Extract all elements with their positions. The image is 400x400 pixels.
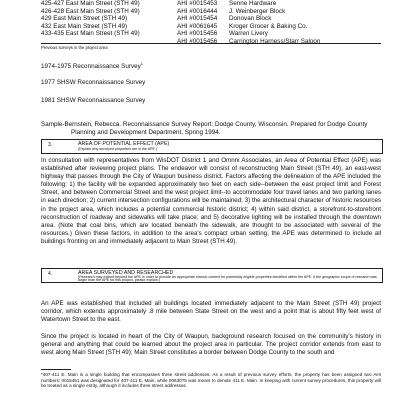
- survey-text: 1974-1975 Reconnaissance Survey: [41, 63, 141, 71]
- survey-item: [41, 79, 145, 86]
- historic-name-cell: Donovan Block: [229, 15, 272, 23]
- table-row: [41, 8, 381, 16]
- historic-name-cell: J. Weinberger Block: [229, 7, 286, 15]
- ahi-number-cell: AHI #0015453: [177, 0, 218, 7]
- table-row: [41, 0, 381, 8]
- survey-text: 1981 SHSW Reconnaissance Survey: [41, 97, 146, 104]
- survey-text: 1977 SHSW Reconnaissance Survey: [41, 79, 146, 86]
- survey-area-paragraph: An APE was established that included all buildings located immediately adjacent to the Main Street (STH 49) project corridor, which extends approximately .8 mile between State Street on the west and a point that is about fifty feet west of Watertown Street to the east.: [41, 300, 381, 324]
- section-number: 3.: [48, 142, 53, 148]
- reference-line: Planning and Development Department, Spring 1994.: [71, 129, 221, 136]
- research-paragraph: Since the project is located in heart of the City of Waupun, background research focused on the community's history in general and anything that could be learned about the project area in particular. The project corridor extends from east to west along Main Street (STH 49); Main Street constitutes a border between Dodge County to the south and: [41, 333, 381, 357]
- address-cell: 432 East Main Street (STH 49): [41, 22, 128, 30]
- ahi-number-cell: AHI #0016444: [177, 7, 218, 15]
- survey-item: [41, 61, 143, 70]
- ahi-number-cell: AHI #0015454: [177, 15, 218, 23]
- footnote-divider: [41, 369, 71, 370]
- ahi-number-cell: AHI #0015456: [177, 30, 218, 38]
- table-row: [41, 15, 381, 23]
- historic-name-cell: Warren Livery: [229, 30, 268, 38]
- historic-name-cell: Kroger Grocer & Baking Co.: [229, 22, 308, 30]
- historic-name-cell: Carrington Harness/Starr Saloon: [229, 37, 321, 45]
- ahi-number-cell: AHI #0015456: [177, 37, 218, 45]
- address-cell: 429 East Main Street (STH 49): [41, 15, 128, 23]
- property-table: [41, 0, 381, 46]
- address-cell: 433-435 East Main Street (STH 49): [41, 30, 140, 38]
- ape-paragraph: In consultation with representatives from WisDOT District 1 and Omnni Associates, an Area of Potential Effect (APE) was established after reviewing project plans. The endeavor will consist of reconstructing Main Street (STH 49), an east-west highway that passes through the City of Waupun business district. Factors affecting the delineation of the APE included the following: 1) the facility will be expanded approximately two feet on each side--between the east project limit and Forest Street, and between Commercial Street and the west project limit--to accommodate four travel lanes and two parking lanes in each direction; 2) current intersection configurations will be maintained; 3) the architectural character of historic resources in the project area, which includes a potential commercial historic district; 4) within said district, a storefront-to-storefront reconstruction of roadway and sidewalks will take place; and 5) decorative lighting will be installed through the downtown area. (Note that coal bins, which are located beneath the sidewalk, are thought to be associated with several of the resources.) Given these factors, in addition to the area's compact urban setting, the APE was determined to include all buildings fronting on and immediately adjacent to Main Street (STH 49).: [41, 157, 381, 245]
- historic-name-cell: Senne Hardware: [229, 0, 277, 7]
- section-number: 4.: [48, 271, 53, 277]
- reference-line: Sample-Bernstein, Rebecca. Reconnaissance Survey Report: Dodge County, Wisconsin. Prepared for Dodge County: [41, 121, 368, 128]
- survey-item: [41, 97, 145, 104]
- footnote-text: *407-411 E. Main is a single building that encompasses three street addresses. As a result of previous survey efforts, the property has been assigned two AHI numbers: 0015451 was designated for 407-411 E. Main, while 0063075 was meant to denote 411 E. Main. In keeping with current survey procedures, this property will be treated as a single entity, although it includes three street addresses.: [41, 372, 381, 389]
- section-instruction: (Explain why surveyed properties are in the APE.): [78, 147, 158, 151]
- section-4-header: [41, 268, 383, 283]
- section-instruction: (Research may extend beyond the APE in order to provide an appropriate historic context for potentially eligible properties identified within the APE. If the geographic scope of research was larger than the APE for this project, please explain.): [78, 274, 377, 283]
- ahi-number-cell: AHI #0061645: [177, 22, 218, 30]
- section-title: AREA SURVEYED AND RESEARCHED: [78, 270, 174, 276]
- previous-surveys-label: Previous surveys in the project area: [41, 43, 381, 50]
- section-3-header: [41, 139, 383, 154]
- address-cell: 426-428 East Main Street (STH 49): [41, 7, 140, 15]
- section-title: AREA OF POTENTIAL EFFECT (APE): [78, 141, 170, 147]
- table-row: [41, 23, 381, 31]
- bibliographic-reference: [41, 121, 381, 137]
- footnote-marker: 1: [140, 61, 144, 66]
- address-cell: 425-427 East Main Street (STH 49): [41, 0, 140, 7]
- table-row: [41, 30, 381, 38]
